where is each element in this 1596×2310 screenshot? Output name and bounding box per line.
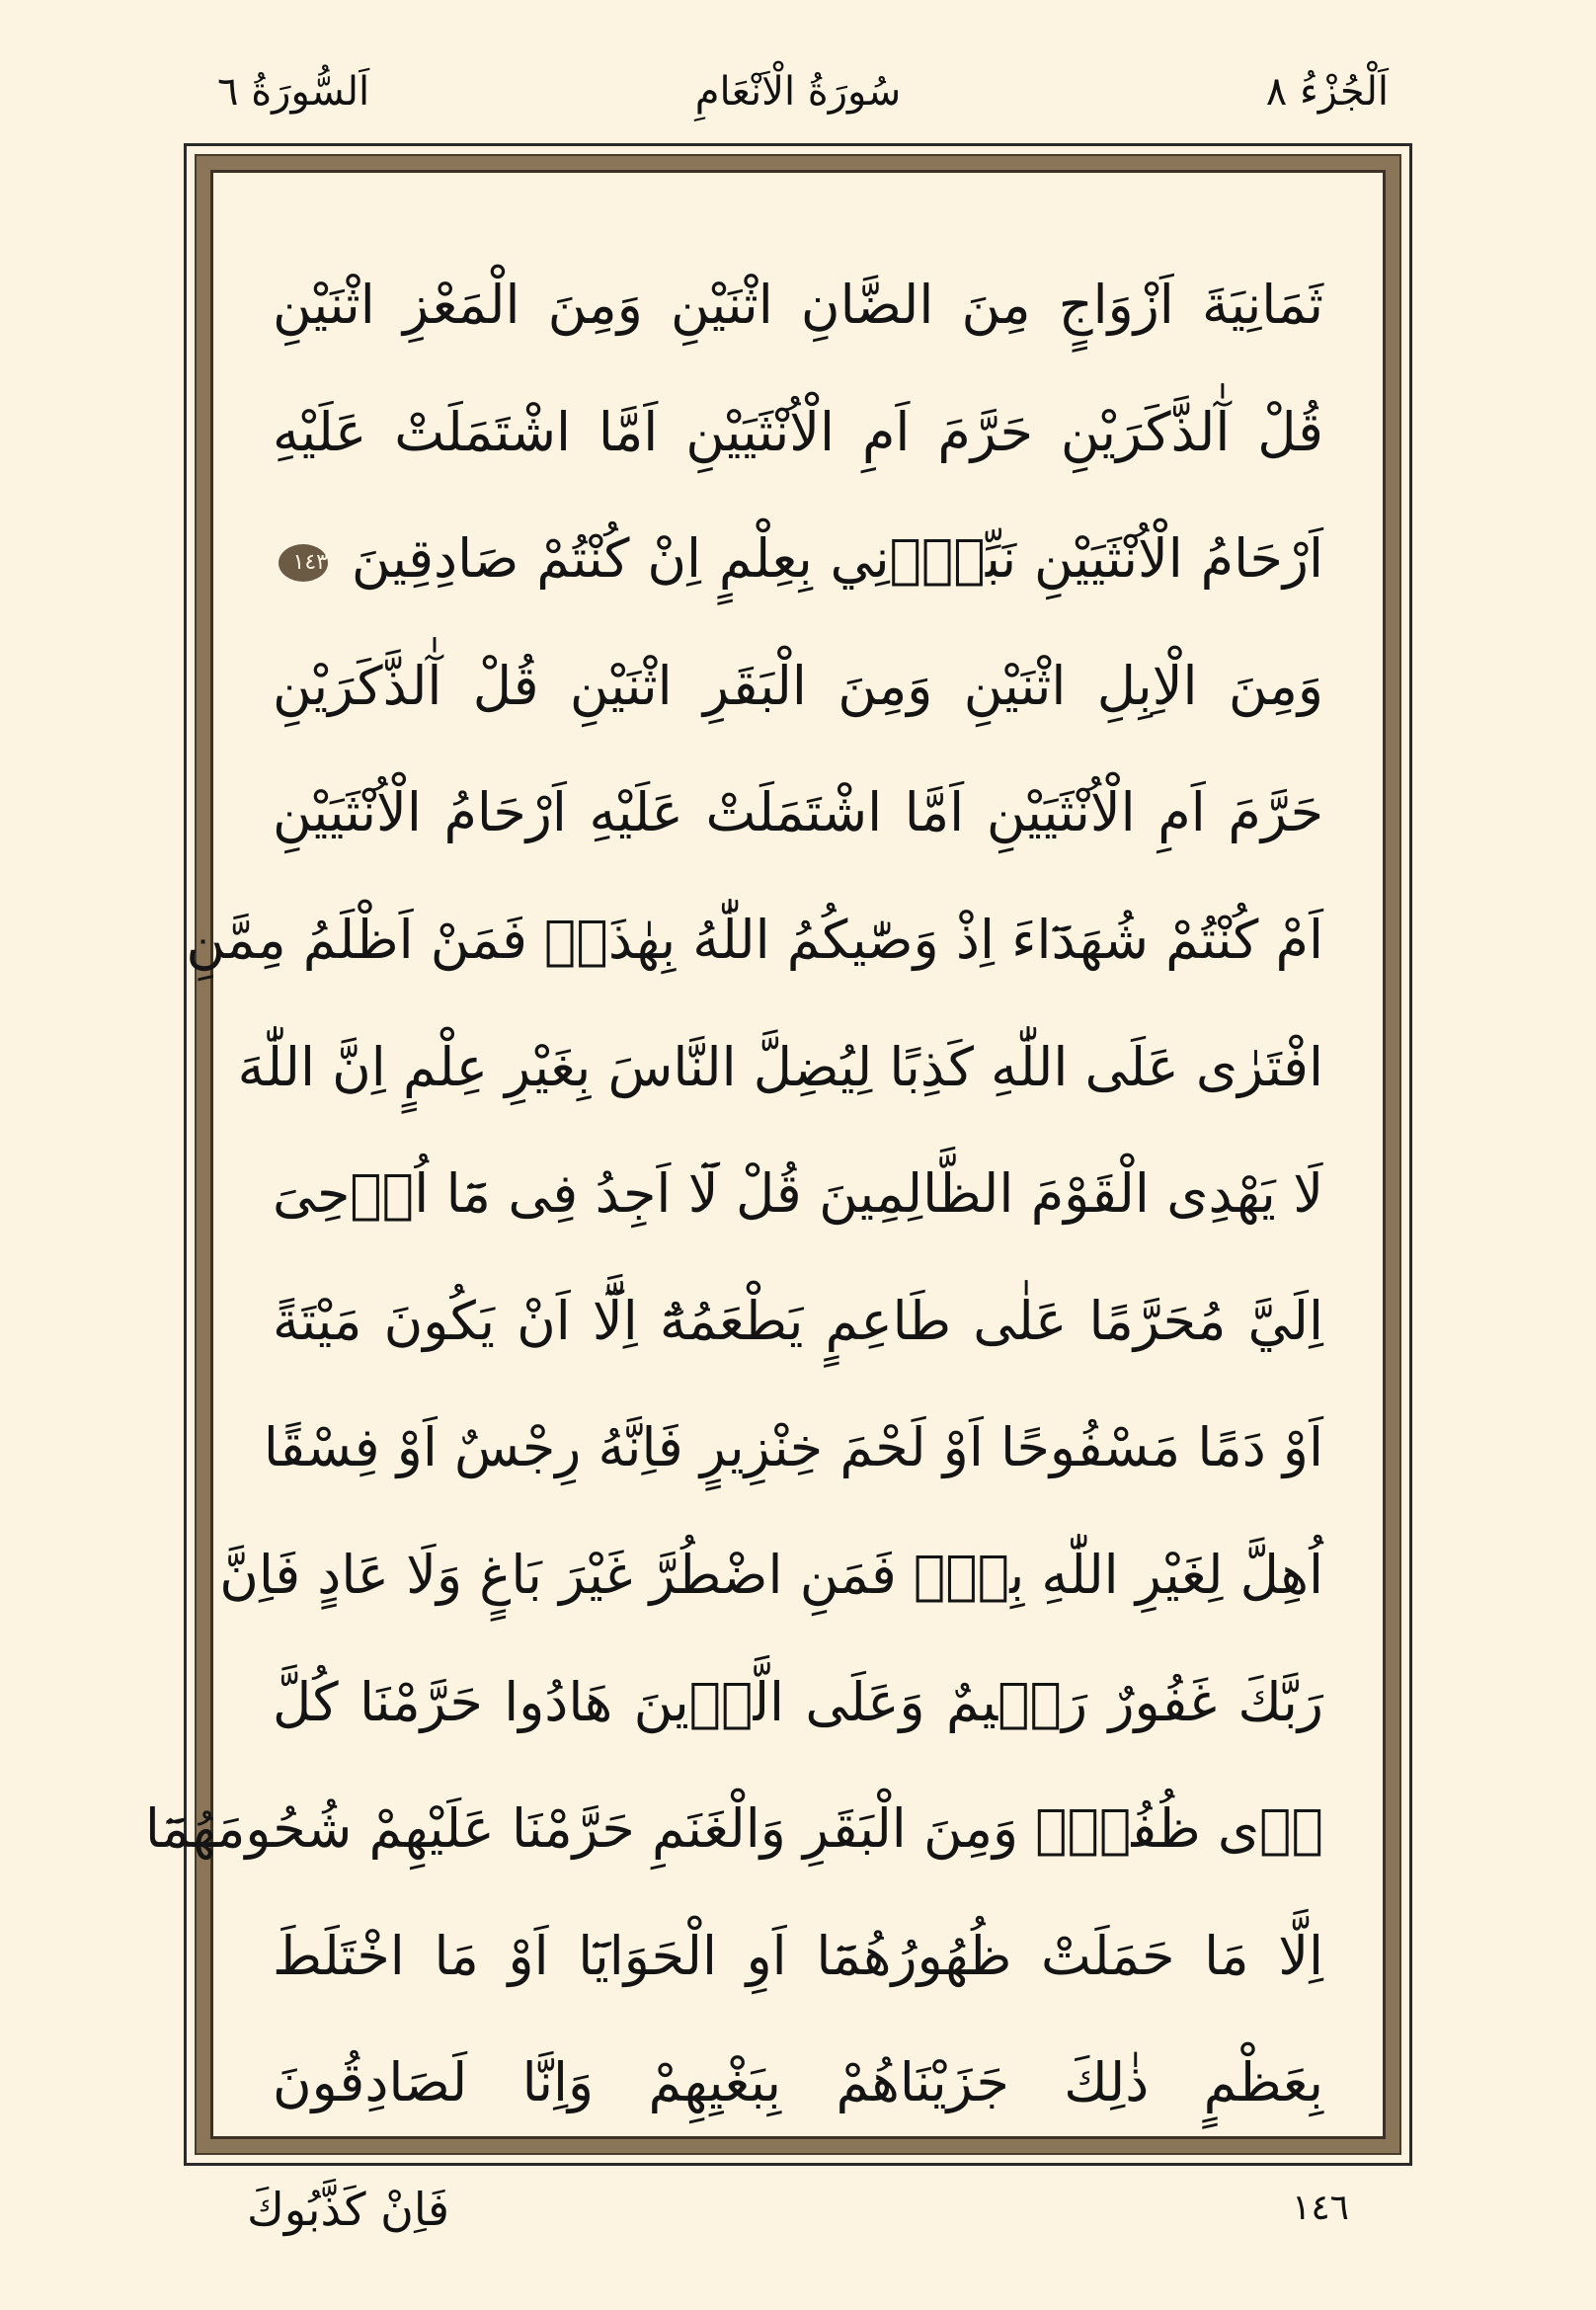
text-line-5: حَرَّمَ اَمِ الْاُنْثَيَيْنِ اَمَّا اشْتَمَلَتْ عَلَيْهِ اَرْحَامُ الْاُنْثَيَيْنِ	[273, 781, 1323, 844]
text-line-8: لَا يَهْدِى الْقَوْمَ الظَّالِمِينَ قُلْ لَٓا اَجِدُ فِى مَٓا اُو۫حِىَ	[273, 1162, 1323, 1226]
text-line-15: بِعَظْمٍ ذٰلِكَ جَزَيْنَاهُمْ بِبَغْيِهِمْ وَاِنَّا لَصَادِقُونَ	[273, 2051, 1323, 2114]
text-line-3: اَرْحَامُ الْاُنْثَيَيْنِ نَبِّؤُ۫نِي بِعِلْمٍ اِنْ كُنْتُمْ صَادِقِينَ ١٤٣	[273, 496, 1323, 623]
text-line-13: ذ۪ى ظُفُرٍۚ وَمِنَ الْبَقَرِ وَالْغَنَمِ حَرَّمْنَا عَلَيْهِمْ شُحُومَهُمَٓا	[144, 1797, 1323, 1861]
quran-text-block	[144, 242, 1323, 2114]
text-line-4: وَمِنَ الْاِبِلِ اثْنَيْنِ وَمِنَ الْبَقَرِ اثْنَيْنِ قُلْ آٰلذَّكَرَيْنِ	[273, 654, 1323, 717]
text-line-11: اُهِلَّ لِغَيْرِ اللّٰهِ بِه۪ۚ فَمَنِ اضْطُرَّ غَيْرَ بَاغٍ وَلَا عَادٍ فَاِنَّ	[219, 1543, 1323, 1606]
text-line-1: ثَمَانِيَةَ اَزْوَاجٍ مِنَ الضَّانِ اثْنَيْنِ وَمِنَ الْمَعْزِ اثْنَيْنِ	[273, 274, 1323, 336]
text-panel	[144, 170, 1386, 2139]
ayah-marker-143: ١٤٣	[279, 544, 328, 582]
text-line-14: اِلَّا مَا حَمَلَتْ ظُهُورُهُمَٓا اَوِ الْحَوَايَٓا اَوْ مَا اخْتَلَطَ	[273, 1924, 1323, 1987]
juz-label: اَلْجُزْءُ ٨	[1265, 69, 1389, 115]
text-line-2: قُلْ آٰلذَّكَرَيْنِ حَرَّمَ اَمِ الْاُنْثَيَيْنِ اَمَّا اشْتَمَلَتْ عَلَيْهِ	[273, 400, 1323, 463]
text-line-12: رَبَّكَ غَفُورٌ رَح۪يمٌ وَعَلَى الَّذ۪ينَ هَادُوا حَرَّمْنَا كُلَّ	[273, 1670, 1323, 1733]
page-number: ١٤٦	[1291, 2188, 1349, 2228]
catchword: فَاِنْ كَذَّبُوكَ	[247, 2183, 449, 2236]
surah-title: سُورَةُ الْاَنْعَامِ	[694, 69, 902, 115]
text-line-9: اِلَيَّ مُحَرَّمًا عَلٰى طَاعِمٍ يَطْعَمُهُٓ اِلَّٓا اَنْ يَكُونَ مَيْتَةً	[273, 1289, 1323, 1352]
text-line-6: اَمْ كُنْتُمْ شُهَدَٓاءَ اِذْ وَصّٰيكُمُ اللّٰهُ بِهٰذَاۚ فَمَنْ اَظْلَمُ مِمَّنِ	[186, 908, 1323, 971]
page-header	[188, 69, 1408, 138]
page-frame	[144, 143, 1412, 2166]
text-line-7: افْتَرٰى عَلَى اللّٰهِ كَذِبًا لِيُضِلَّ النَّاسَ بِغَيْرِ عِلْمٍ اِنَّ اللّٰهَ	[237, 1035, 1323, 1098]
surah-number-label: اَلسُّورَةُ ٦	[217, 69, 370, 115]
text-line-10: اَوْ دَمًا مَسْفُوحًا اَوْ لَحْمَ خِنْزِيرٍ فَاِنَّهُ رِجْسٌ اَوْ فِسْقًا	[263, 1416, 1323, 1479]
